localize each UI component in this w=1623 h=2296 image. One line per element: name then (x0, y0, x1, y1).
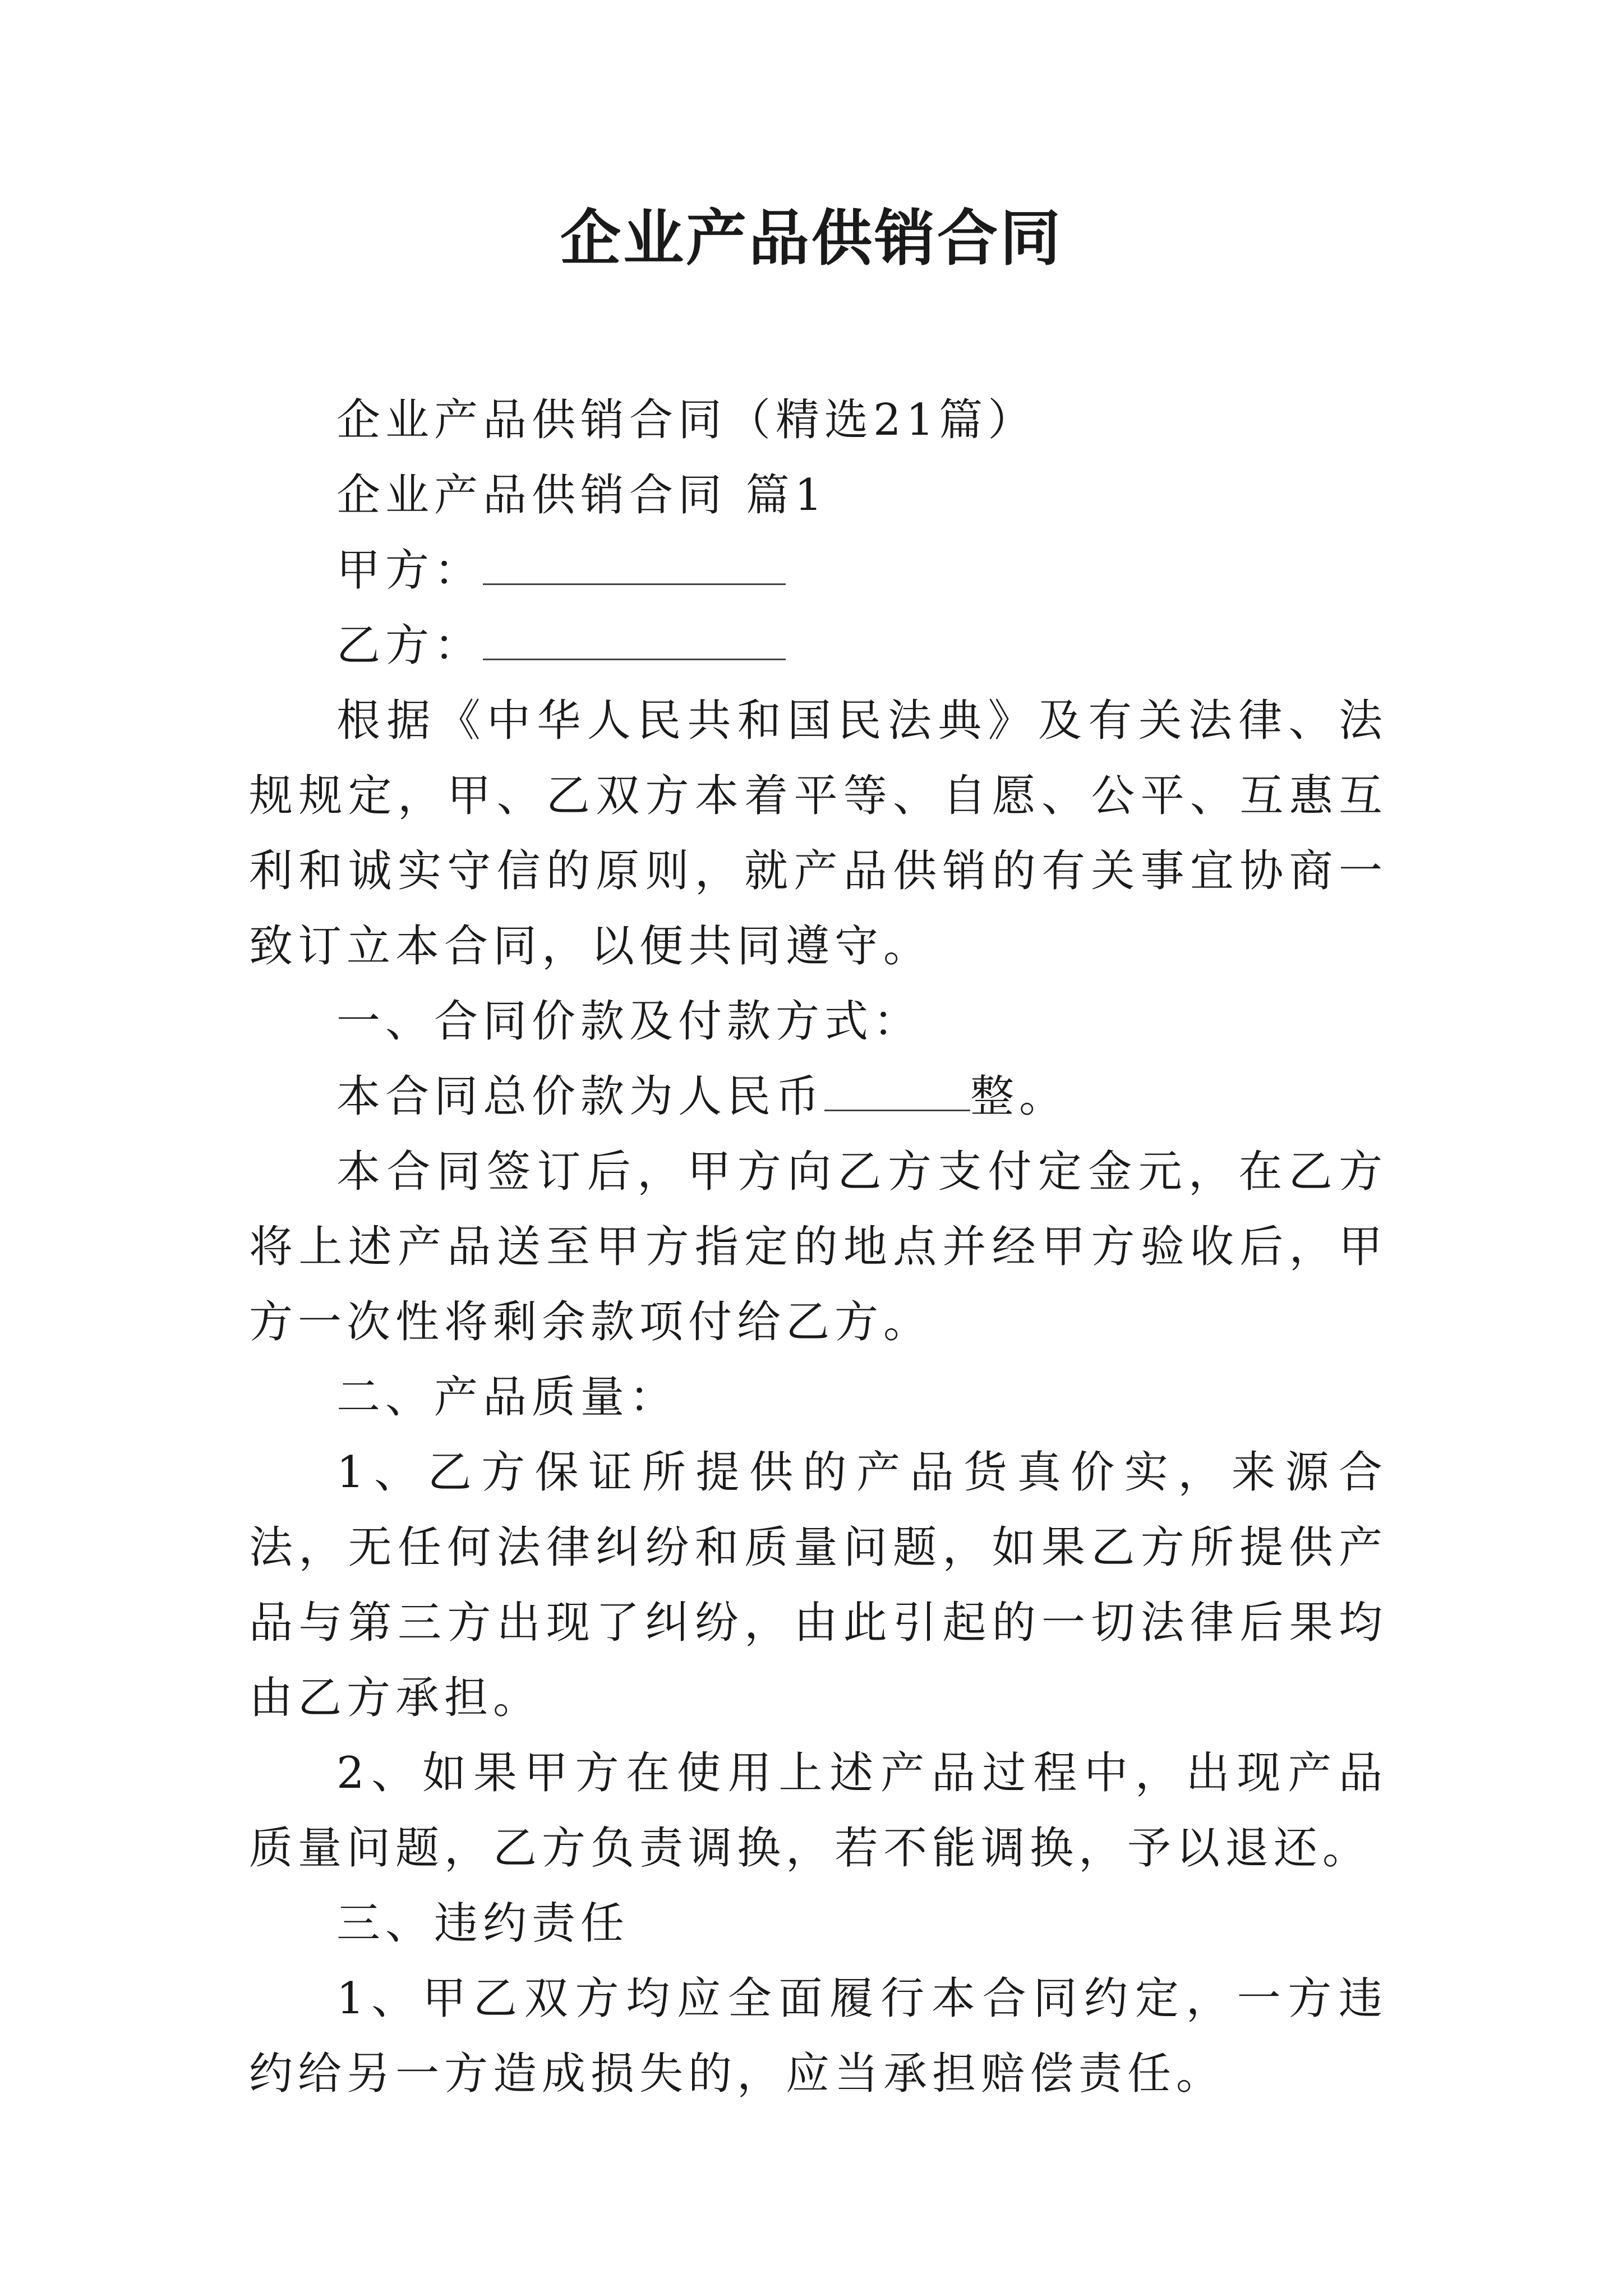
section-heading: 企业产品供销合同 篇1 (336, 470, 828, 521)
document-body (249, 383, 1387, 2111)
clause1-heading: 一、合同价款及付款方式： (336, 996, 923, 1047)
clause1-payment: 本合同签订后，甲方向乙方支付定金元，在乙方将上述产品送至甲方指定的地点并经甲方验收后，甲方一次性将剩余款项付给乙方。 (249, 1147, 1387, 1347)
party-a-label: 甲方： (336, 545, 483, 596)
clause2-item2: 2、如果甲方在使用上述产品过程中，出现产品质量问题，乙方负责调换，若不能调换，予以退还。 (249, 1748, 1387, 1874)
party-b-blank (483, 614, 786, 660)
party-a-line (249, 533, 1387, 608)
clause1-total-line (249, 1059, 1387, 1134)
document-title: 企业产品供销合同 (560, 203, 1063, 274)
party-a-blank (483, 539, 786, 585)
total-price-blank (824, 1070, 970, 1111)
clause3-item1: 1、甲乙双方均应全面履行本合同约定，一方违约给另一方造成损失的，应当承担赔偿责任。 (249, 1973, 1387, 2099)
party-b-line (249, 608, 1387, 683)
clause1-total-suffix: 整。 (970, 1071, 1068, 1122)
clause1-total-prefix: 本合同总价款为人民币 (336, 1071, 825, 1122)
party-b-label: 乙方： (336, 620, 483, 671)
subtitle: 企业产品供销合同（精选21篇） (336, 395, 1037, 445)
clause2-heading: 二、产品质量： (336, 1372, 679, 1423)
clause3-heading: 三、违约责任 (336, 1898, 630, 1949)
intro-paragraph: 根据《中华人民共和国民法典》及有关法律、法规规定，甲、乙双方本着平等、自愿、公平、互惠互利和诚实守信的原则，就产品供销的有关事宜协商一致订立本合同，以便共同遵守。 (249, 696, 1387, 972)
clause2-item1: 1、乙方保证所提供的产品货真价实，来源合法，无任何法律纠纷和质量问题，如果乙方所提供产品与第三方出现了纠纷，由此引起的一切法律后果均由乙方承担。 (249, 1447, 1387, 1723)
